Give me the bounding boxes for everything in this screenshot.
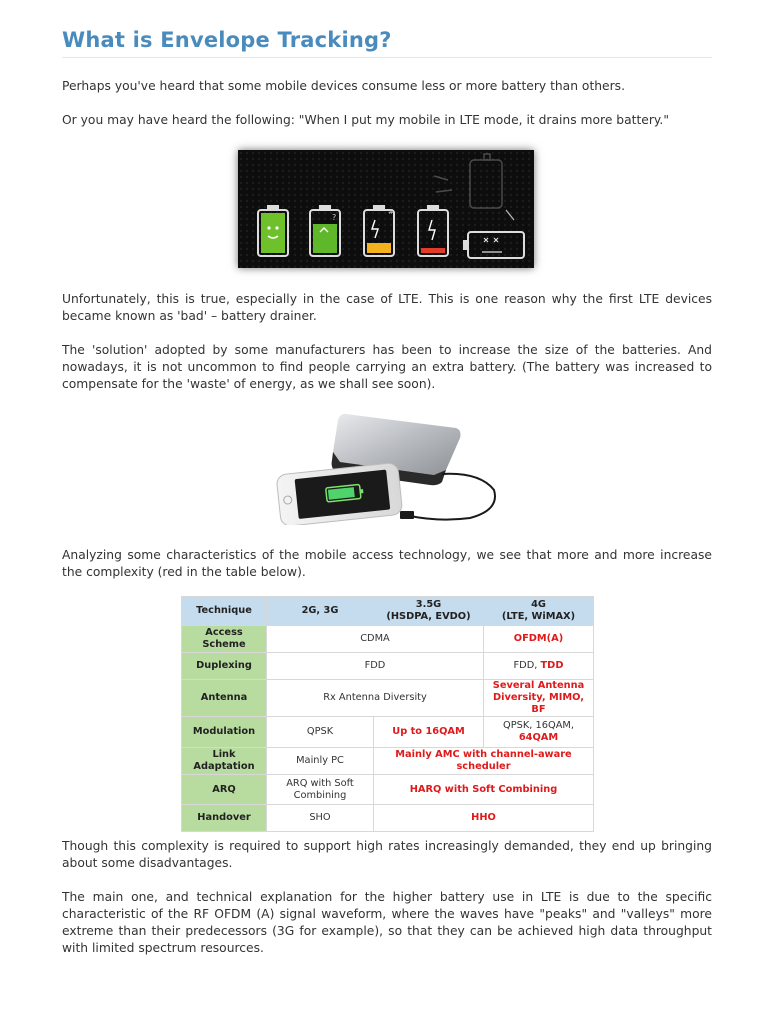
battery-drain-illustration	[238, 150, 534, 268]
paragraph-battery-drainer: Unfortunately, this is true, especially in the case of LTE. This is one reason why the first LTE devices became known as 'bad' – battery drainer.	[62, 292, 712, 323]
table-cell: HARQ with Soft Combining	[374, 775, 594, 805]
table-cell: ARQ with Soft Combining	[267, 775, 374, 805]
table-row-label: Access Scheme	[182, 626, 267, 653]
table-cell	[484, 717, 594, 748]
table-cell: Up to 16QAM	[374, 717, 484, 748]
battery-drain-image	[238, 150, 534, 268]
page-title: What is Envelope Tracking?	[62, 28, 392, 52]
table-cell: QPSK	[267, 717, 374, 748]
table-row-label: Modulation	[182, 717, 267, 748]
table-header: 2G, 3G	[267, 597, 374, 626]
paragraph-intro: Perhaps you've heard that some mobile devices consume less or more battery than others.	[62, 79, 625, 93]
table-cell: Rx Antenna Diversity	[267, 680, 484, 717]
table-header: 4G (LTE, WiMAX)	[484, 597, 594, 626]
paragraph-lte-quote: Or you may have heard the following: "When I put my mobile in LTE mode, it drains more battery."	[62, 113, 670, 127]
table-cell: CDMA	[267, 626, 484, 653]
table-row-label: Antenna	[182, 680, 267, 717]
table-header-row	[182, 597, 594, 626]
table-cell: Mainly PC	[267, 748, 374, 775]
technology-comparison-table	[181, 596, 594, 832]
table-cell-text: QPSK, 16QAM,	[503, 720, 574, 731]
paragraph-explanation: The main one, and technical explanation for the higher battery use in LTE is due to the specific characteristic of the RF OFDM (A) signal waveform, where the waves have "peaks" and "valleys" more extreme than their predecessors (3G for example), so that they can be achieved high data throughput with limited spectrum resources.	[62, 890, 712, 955]
table-row	[182, 626, 594, 653]
table-row-label: Duplexing	[182, 653, 267, 680]
paragraph-disadvantages: Though this complexity is required to support high rates increasingly demanded, they end up bringing about some disadvantages.	[62, 839, 712, 870]
table-row	[182, 748, 594, 775]
table-row	[182, 653, 594, 680]
power-bank-image	[270, 410, 502, 525]
table-row	[182, 680, 594, 717]
table-cell-text: FDD,	[513, 660, 541, 671]
table-cell: FDD	[267, 653, 484, 680]
table-row-label: ARQ	[182, 775, 267, 805]
power-bank-illustration	[270, 410, 502, 525]
paragraph-complexity: Analyzing some characteristics of the mobile access technology, we see that more and more increase the complexity (red in the table below).	[62, 548, 712, 579]
table-header: Technique	[182, 597, 267, 626]
table-header: 3.5G (HSDPA, EVDO)	[374, 597, 484, 626]
table-row-label: Handover	[182, 805, 267, 832]
table-row-label: Link Adaptation	[182, 748, 267, 775]
table-cell	[484, 653, 594, 680]
table-cell-text-red: 64QAM	[518, 732, 559, 743]
table-cell: SHO	[267, 805, 374, 832]
table-row	[182, 717, 594, 748]
table-cell: Mainly AMC with channel-aware scheduler	[374, 748, 594, 775]
svg-text:#: #	[388, 208, 394, 216]
table-cell: OFDM(A)	[484, 626, 594, 653]
table-row	[182, 775, 594, 805]
svg-text:?: ?	[332, 213, 337, 222]
title-divider	[62, 57, 712, 58]
table-cell: Several Antenna Diversity, MIMO, BF	[484, 680, 594, 717]
table-cell-text-red: TDD	[540, 660, 564, 671]
table-row	[182, 805, 594, 832]
table-cell: HHO	[374, 805, 594, 832]
paragraph-solution: The 'solution' adopted by some manufacturers has been to increase the size of the batteries. And nowadays, it is not uncommon to find people carrying an extra battery. (The battery was increased to compensate for the 'waste' of energy, as we shall see soon).	[62, 343, 712, 391]
